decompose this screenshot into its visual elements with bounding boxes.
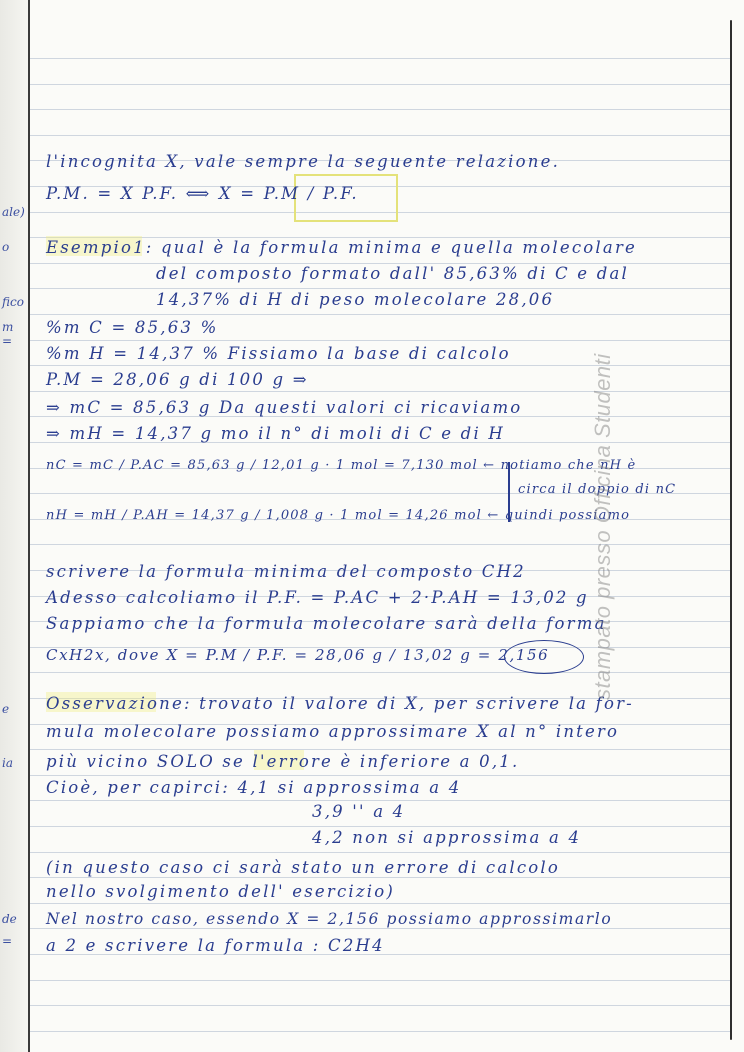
margin-note: fico: [2, 295, 24, 309]
text-line: scrivere la formula minima del composto CH2: [46, 562, 526, 581]
watermark: stampato presso Officina Studenti: [590, 353, 615, 700]
text-line: più vicino SOLO se l'errore è inferiore a 0,1.: [46, 752, 520, 771]
margin-note: e: [2, 702, 10, 716]
text-line: ⇒ mC = 85,63 g Da questi valori ci ricaviamo: [46, 398, 523, 417]
ruling-line: [30, 1031, 730, 1032]
ruling-line: [30, 672, 730, 673]
text-line: ⇒ mH = 14,37 g mo il n° di moli di C e di H: [46, 424, 505, 443]
text-line: P.M. = X P.F. ⟺ X = P.M / P.F.: [46, 184, 359, 203]
text-line: 4,2 non si approssima a 4: [312, 828, 582, 847]
text-line: 3,9 '' a 4: [312, 802, 406, 821]
ruling-line: [30, 1005, 730, 1006]
margin-note: m: [2, 320, 14, 334]
ruling-line: [30, 84, 730, 85]
ruling-line: [30, 135, 730, 136]
ruling-line: [30, 544, 730, 545]
ruling-line: [30, 340, 730, 341]
margin-note: de: [2, 912, 17, 926]
text-line: P.M = 28,06 g di 100 g ⇒: [46, 370, 309, 389]
ruling-line: [30, 391, 730, 392]
text-line: circa il doppio di nC: [518, 482, 677, 497]
text-line: Adesso calcoliamo il P.F. = P.AC + 2·P.AH = 13,02 g: [46, 588, 589, 607]
binding-shadow: [0, 0, 30, 1052]
ruling-line: [30, 749, 730, 750]
text-line: Cioè, per capirci: 4,1 si approssima a 4: [46, 778, 462, 797]
text-line: Sappiamo che la formula molecolare sarà della forma: [46, 614, 607, 633]
text-line: CxH2x, dove X = P.M / P.F. = 28,06 g / 13,02 g = 2,156: [46, 646, 550, 664]
text-line: nH = mH / P.AH = 14,37 g / 1,008 g · 1 mol = 14,26 mol ← quindi possiamo: [46, 508, 631, 523]
text-line: Osservazione: trovato il valore di X, per scrivere la for-: [46, 694, 634, 713]
ruling-line: [30, 826, 730, 827]
ruling-line: [30, 980, 730, 981]
ruling-line: [30, 852, 730, 853]
margin-line: [28, 0, 30, 1052]
ruling-line: [30, 928, 730, 929]
text-line: %m H = 14,37 % Fissiamo la base di calcolo: [46, 344, 511, 363]
ruling-line: [30, 800, 730, 801]
text-line: mula molecolare possiamo approssimare X al n° intero: [46, 722, 620, 741]
margin-note: ia: [2, 756, 13, 770]
margin-note: =: [2, 934, 13, 948]
ruling-line: [30, 58, 730, 59]
ruling-line: [30, 877, 730, 878]
margin-note: =: [2, 334, 13, 348]
text-line: 14,37% di H di peso molecolare 28,06: [156, 290, 555, 309]
ruling-line: [30, 109, 730, 110]
ruling-line: [30, 314, 730, 315]
text-line: Esempio1: qual è la formula minima e quella molecolare: [46, 238, 637, 257]
ruling-line: [30, 288, 730, 289]
text-line: %m C = 85,63 %: [46, 318, 219, 337]
ruling-line: [30, 365, 730, 366]
text-line: del composto formato dall' 85,63% di C e dal: [156, 264, 629, 283]
text-line: nC = mC / P.AC = 85,63 g / 12,01 g · 1 mol = 7,130 mol ← notiamo che nH è: [46, 458, 637, 473]
text-line: a 2 e scrivere la formula : C2H4: [46, 936, 385, 955]
margin-note: ale): [2, 205, 25, 219]
margin-note: o: [2, 240, 10, 254]
page-edge: [730, 20, 732, 1040]
text-line: l'incognita X, vale sempre la seguente relazione.: [46, 152, 561, 171]
ruling-line: [30, 903, 730, 904]
text-line: (in questo caso ci sarà stato un errore di calcolo: [46, 858, 561, 877]
text-line: Nel nostro caso, essendo X = 2,156 possiamo approssimarlo: [46, 910, 613, 928]
ruling-line: [30, 775, 730, 776]
text-line: nello svolgimento dell' esercizio): [46, 882, 396, 901]
